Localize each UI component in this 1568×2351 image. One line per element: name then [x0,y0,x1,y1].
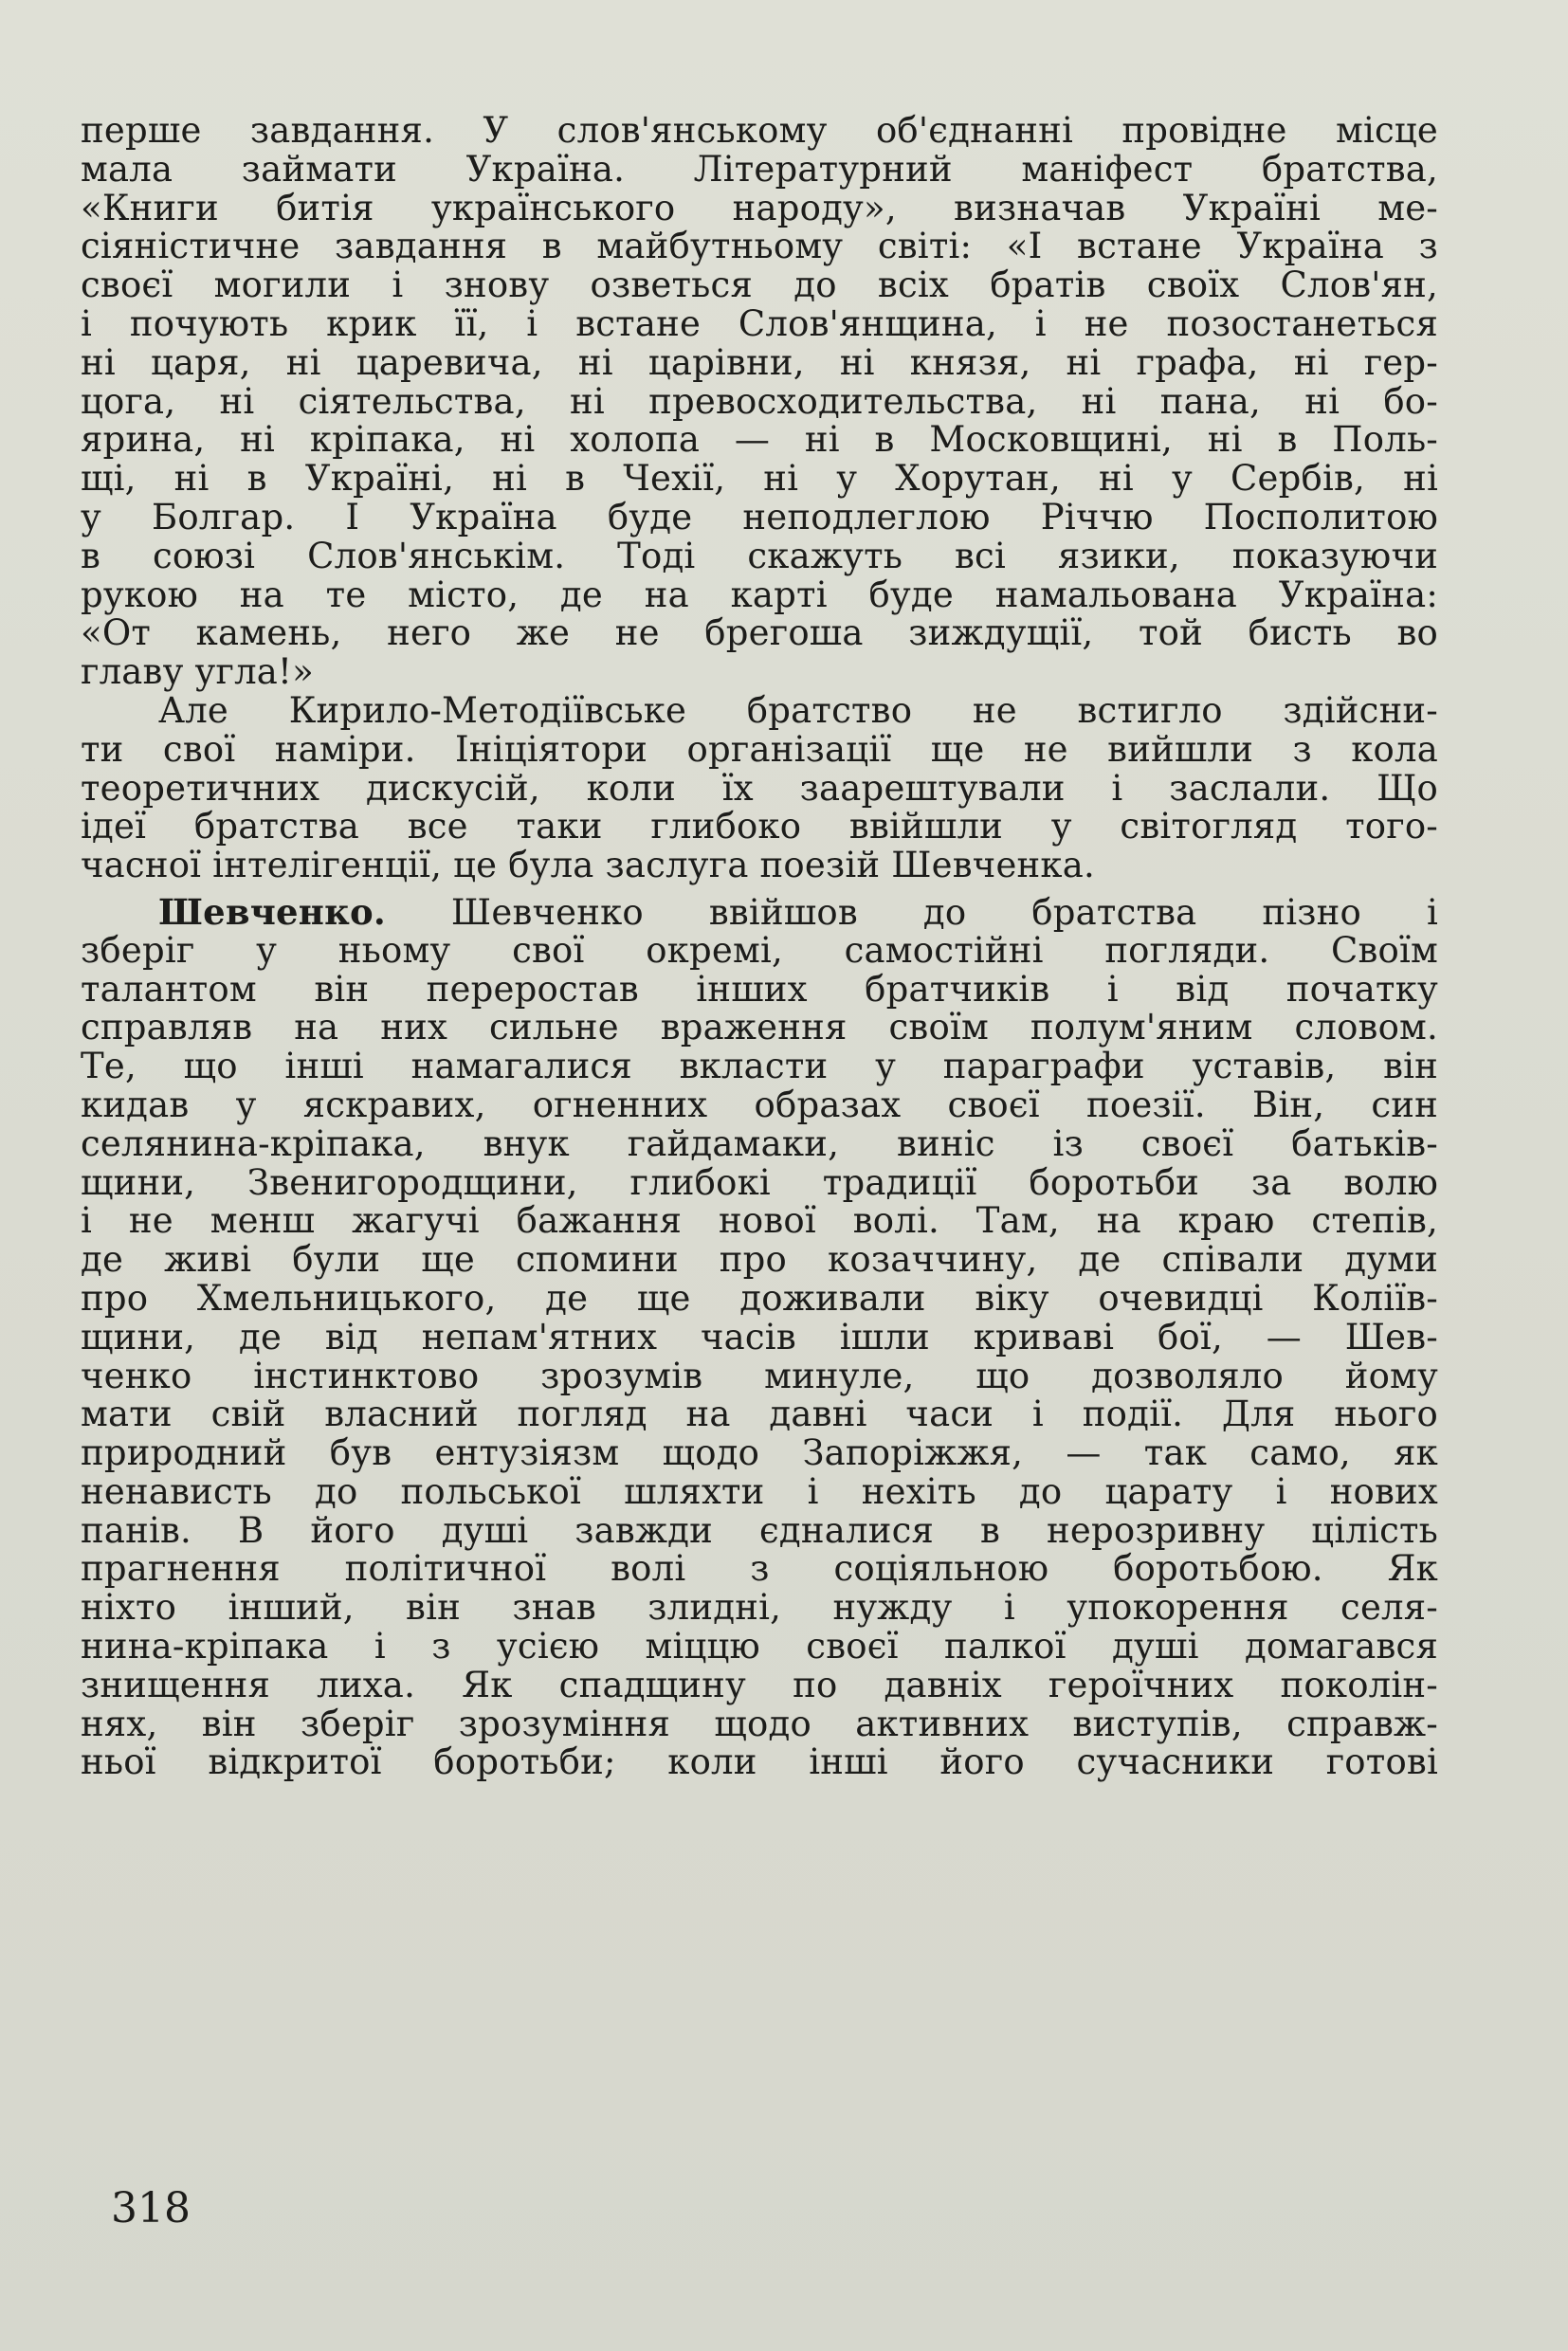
text-line: в союзі Слов'янськім. Тоді скажуть всі язики, показуючи [81,535,1438,576]
text-line: главу угла!» [81,651,314,693]
text-line: у Болгар. І Україна буде неподлеглою Річчю Посполитою [81,496,1438,538]
text-line: ярина, ні кріпака, ні холопа — ні в Московщині, ні в Поль- [81,419,1438,461]
page-number: 318 [111,2184,191,2233]
paragraph-3 [81,890,1439,1783]
text-line: і не менш жагучі бажання нової волі. Там, на краю степів, [81,1200,1438,1242]
text-line: де живі були ще спомини про козаччину, де співали думи [81,1239,1438,1281]
text-line: панів. В його душі завжди єдналися в нерозривну цілість [81,1509,1438,1551]
section-heading: Шевченко. [158,890,386,933]
text-line: селянина-кріпака, внук гайдамаки, виніс із своєї батьків- [81,1122,1438,1164]
text-line: часної інтелігенції, це була заслуга поезій Шевченка. [81,845,1095,886]
body-text [81,112,1438,1782]
text-line: Але Кирило-Методіївське братство не встигло здійсни- [158,689,1438,731]
text-line: своєї могили і знову озветься до всіх братів своїх Слов'ян, [81,264,1438,306]
text-line: перше завдання. У слов'янському об'єднанні провідне місце [81,110,1438,151]
text-line: талантом він переростав інших братчиків і від початку [81,968,1438,1010]
text-line: рукою на те місто, де на карті буде намальована Україна: [81,574,1438,615]
text-run: Шевченко ввійшов до братства пізно і [450,891,1439,933]
text-line: щини, Звенигородщини, глибокі традиції боротьби за волю [81,1161,1438,1203]
text-line: «Книги битія українського народу», визначав Україні ме- [81,187,1438,228]
text-line: ідеї братства все таки глибоко ввійшли у світогляд того- [81,806,1438,847]
text-line: нина-кріпака і з усією міццю своєї палкої душі домагався [81,1626,1438,1668]
paragraph-1 [81,112,1438,692]
text-line: знищення лиха. Як спадщину по давніх героїчних поколін- [81,1664,1438,1705]
text-line: зберіг у ньому свої окремі, самостійні погляди. Своїм [81,929,1438,971]
text-line: цога, ні сіятельства, ні превосходительства, ні пана, ні бо- [81,380,1438,422]
text-line: теоретичних дискусій, коли їх заарештували і заслали. Що [81,767,1438,809]
text-line: про Хмельницького, де ще доживали віку очевидці Коліїв- [81,1277,1438,1319]
paragraph-2 [81,689,1438,886]
text-line: щини, де від непам'ятних часів ішли криваві бої, — Шев- [81,1316,1438,1358]
text-line: мати свій власний погляд на давні часи і події. Для нього [81,1394,1438,1435]
text-line: ніхто інший, він знав злидні, нужду і упокорення селя- [81,1587,1438,1629]
text-line: ненависть до польської шляхти і нехіть до царату і нових [81,1470,1438,1512]
text-line: ти свої наміри. Ініціятори організації ще не вийшли з кола [81,728,1438,770]
text-line: мала займати Україна. Літературний маніфест братства, [81,148,1438,190]
text-line: ньої відкритої боротьби; коли інші його сучасники готові [81,1741,1438,1783]
text-line: ченко інстинктово зрозумів минуле, що дозволяло йому [81,1355,1438,1396]
text-line: кидав у яскравих, огненних образах своєї поезії. Він, син [81,1084,1438,1125]
text-line: щі, ні в Україні, ні в Чехії, ні у Хорутан, ні у Сербів, ні [81,458,1438,500]
text-line: природний був ентузіязм щодо Запоріжжя, — так само, як [81,1432,1438,1474]
text-line: і почують крик її, і встане Слов'янщина, і не позостанеться [81,302,1438,344]
text-line: Те, що інші намагалися вкласти у параграфи уставів, він [81,1046,1438,1087]
text-line: нях, він зберіг зрозуміння щодо активних виступів, справж- [81,1703,1438,1744]
text-line: сіяністичне завдання в майбутньому світі: «І встане Україна з [81,226,1438,267]
text-line: справляв на них сильне враження своїм полум'яним словом. [81,1007,1438,1048]
text-line-with-heading [81,890,1439,933]
text-line: ні царя, ні царевича, ні царівни, ні князя, ні графа, ні гер- [81,341,1438,383]
text-line: «От камень, него же не брегоша зиждущії, той бисть во [81,612,1438,654]
text-line: прагнення політичної волі з соціяльною боротьбою. Як [81,1548,1438,1590]
